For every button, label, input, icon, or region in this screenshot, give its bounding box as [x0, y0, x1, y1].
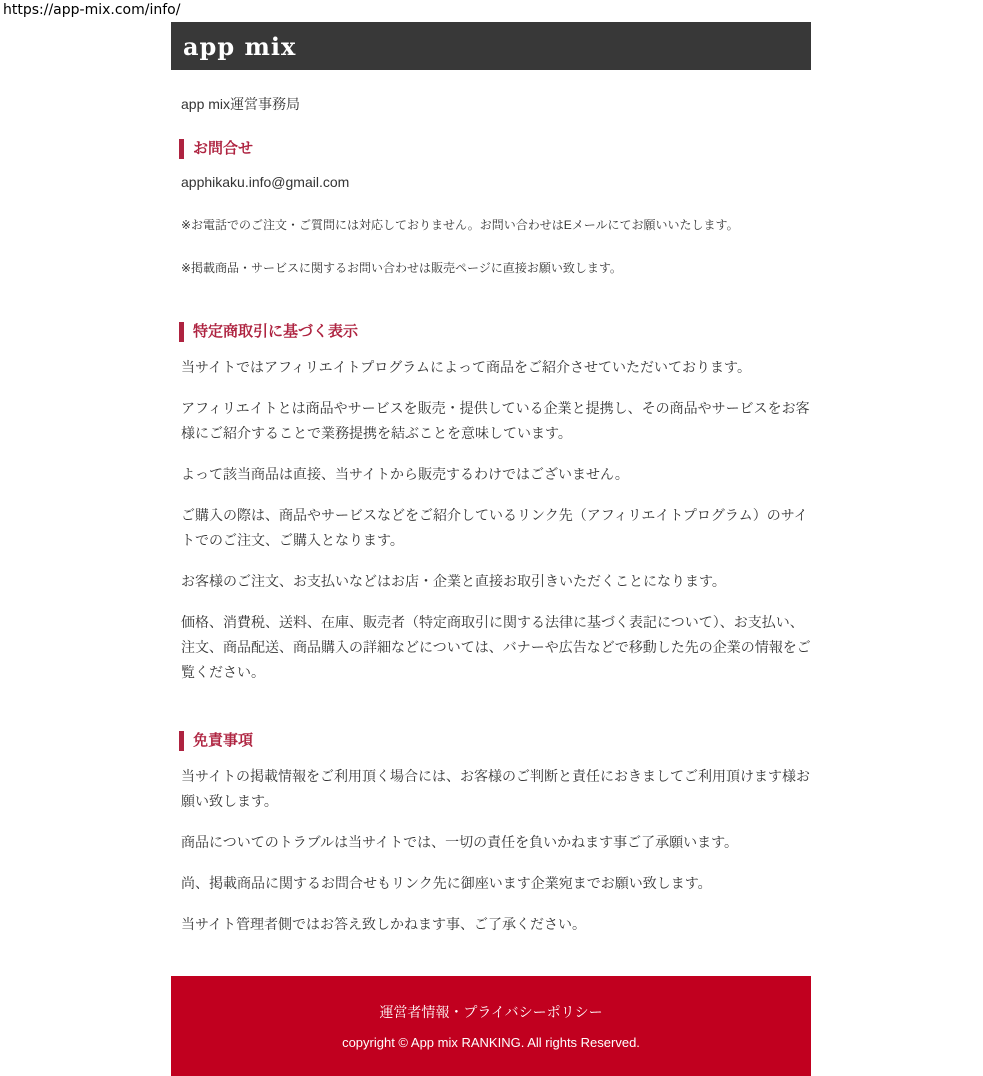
- paragraph: 当サイトではアフィリエイトプログラムによって商品をご紹介させていただいております。: [181, 359, 751, 375]
- site-footer: [171, 976, 811, 1076]
- paragraph: 尚、掲載商品に関するお問合せもリンク先に御座います企業宛までお願い致します。: [181, 875, 712, 891]
- paragraph: お客様のご注文、お支払いなどはお店・企業と直接お取引きいただくことになります。: [181, 573, 726, 589]
- paragraph: よって該当商品は直接、当サイトから販売するわけではございません。: [181, 466, 629, 482]
- operator-name: app mix運営事務局: [181, 96, 301, 112]
- contact-note: ※掲載商品・サービスに関するお問い合わせは販売ページに直接お願い致します。: [181, 261, 622, 275]
- section-heading-tokutei: 特定商取引に基づく表示: [179, 322, 811, 342]
- contact-note: ※お電話でのご注文・ご質問には対応しておりません。お問い合わせはEメールにてお願いいたします。: [181, 218, 739, 232]
- section-heading-disclaimer: 免責事項: [179, 731, 811, 751]
- page-content: [171, 0, 811, 1076]
- site-header: [171, 22, 811, 70]
- paragraph: 商品についてのトラブルは当サイトでは、一切の責任を負いかねます事ご了承願います。: [181, 834, 739, 850]
- section-disclaimer: [171, 731, 811, 937]
- section-tokutei-shotorihiki: [171, 322, 811, 685]
- paragraph: 価格、消費税、送料、在庫、販売者（特定商取引に関する法律に基づく表記について）、お支払い、注文、商品配送、商品購入の詳細などについては、バナーや広告などで移動した先の企業の情報をご覧ください。: [181, 614, 811, 680]
- copyright-text: copyright © App mix RANKING. All rights Reserved.: [342, 1035, 640, 1050]
- paragraph: 当サイトの掲載情報をご利用頂く場合には、お客様のご判断と責任におきましてご利用頂けます様お願い致します。: [181, 768, 811, 809]
- contact-email: apphikaku.info@gmail.com: [181, 174, 350, 190]
- paragraph: アフィリエイトとは商品やサービスを販売・提供している企業と提携し、その商品やサービスをお客様にご紹介することで業務提携を結ぶことを意味しています。: [181, 400, 810, 441]
- page-url: https://app-mix.com/info/: [3, 2, 181, 18]
- section-contact: [171, 139, 811, 276]
- privacy-policy-link[interactable]: 運営者情報・プライバシーポリシー: [379, 1004, 603, 1020]
- paragraph: 当サイト管理者側ではお答え致しかねます事、ご了承ください。: [181, 916, 587, 932]
- section-heading-contact: お問合せ: [179, 139, 811, 159]
- site-title-logo[interactable]: app mix: [183, 31, 297, 61]
- paragraph: ご購入の際は、商品やサービスなどをご紹介しているリンク先（アフィリエイトプログラム）のサイトでのご注文、ご購入となります。: [181, 507, 808, 548]
